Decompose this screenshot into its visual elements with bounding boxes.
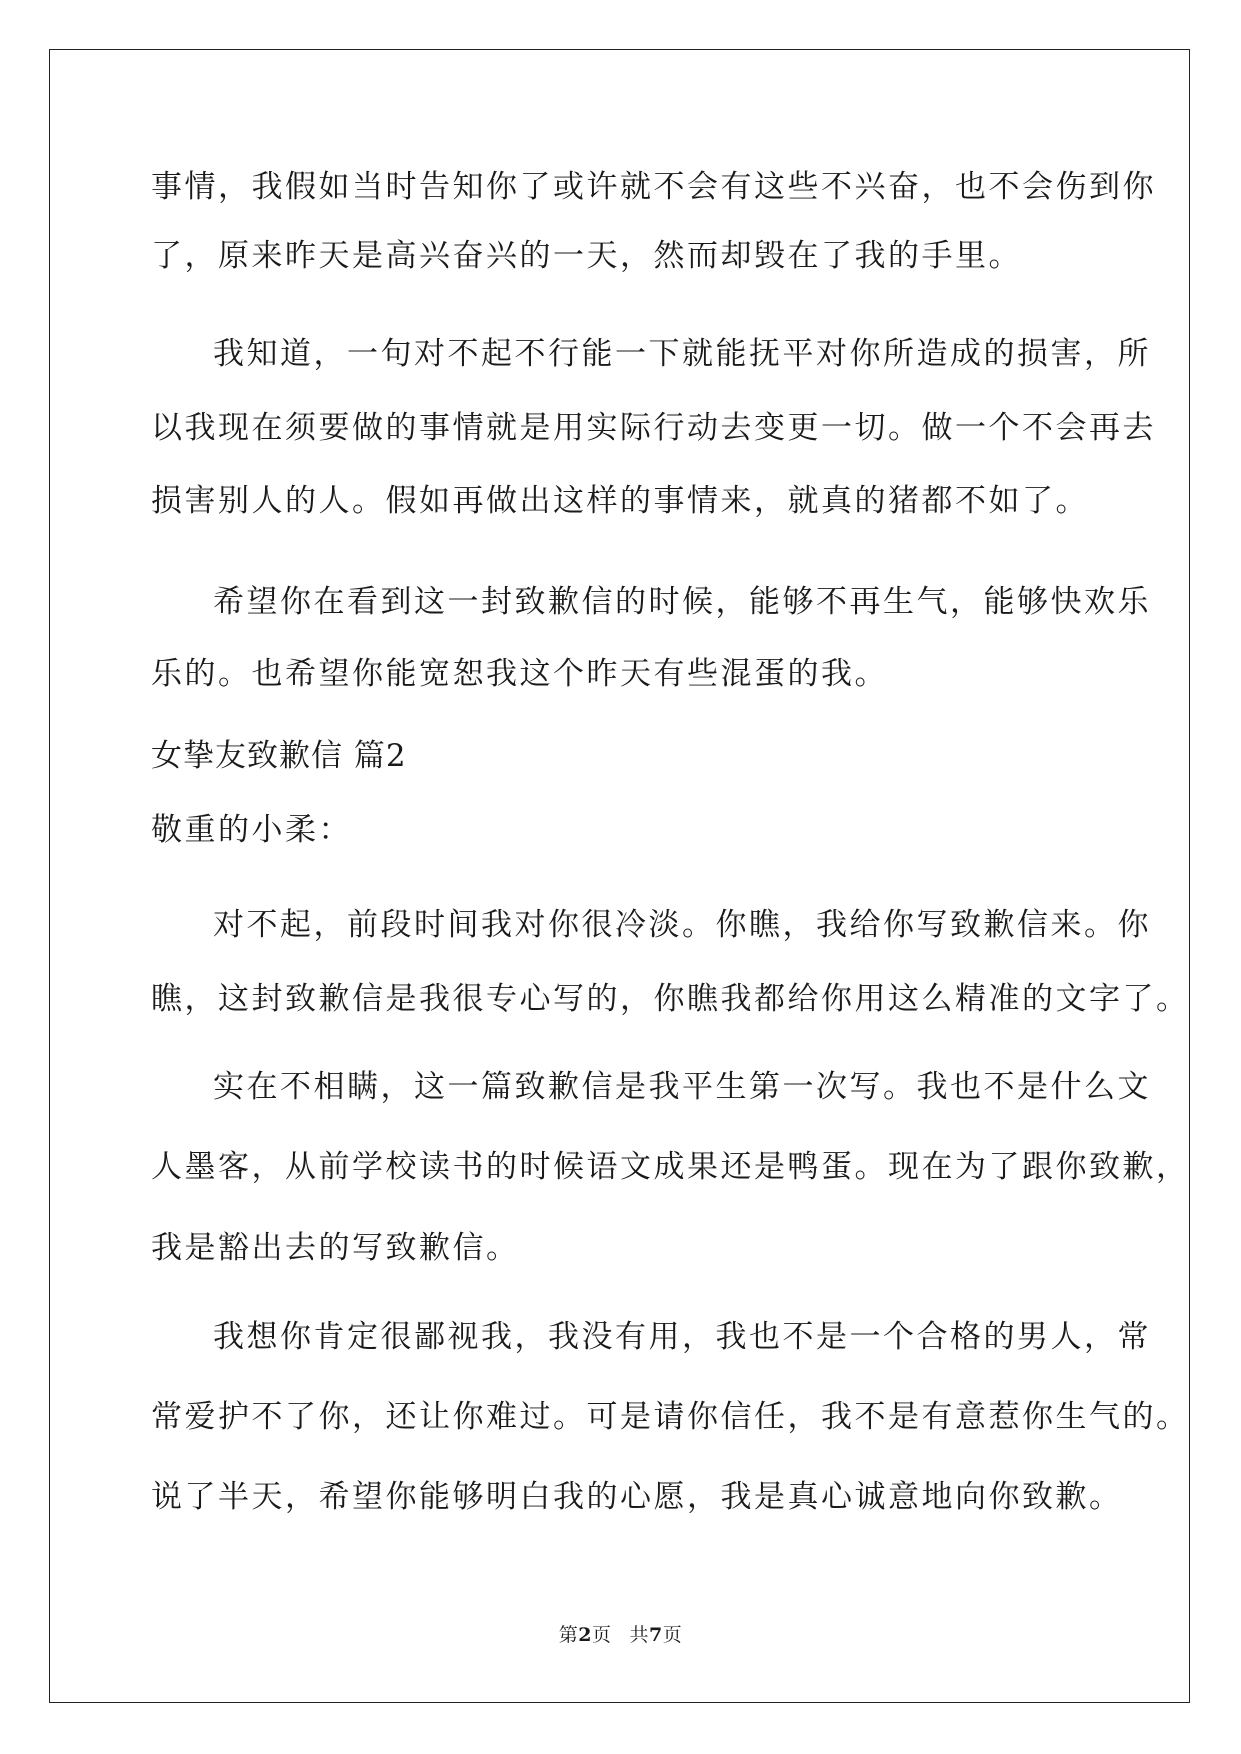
salutation: 敬重的小柔： [151,812,352,848]
total-suffix: 页 [662,1624,683,1646]
page-prefix: 第 [558,1624,579,1646]
paragraph-line: 了，原来昨天是高兴奋兴的一天，然而却毁在了我的手里。 [151,238,1022,274]
section-heading: 女挚友致歉信 篇2 [151,738,407,774]
paragraph-line: 我想你肯定很鄙视我，我没有用，我也不是一个合格的男人，常 [213,1319,1151,1355]
paragraph-line: 乐的。也希望你能宽恕我这个昨天有些混蛋的我。 [151,656,888,692]
paragraph-line: 我是豁出去的写致歉信。 [151,1230,520,1266]
page-suffix: 页 [591,1624,612,1646]
page-border [49,49,1190,1703]
total-prefix: 共 [629,1624,650,1646]
paragraph-line: 说了半天，希望你能够明白我的心愿，我是真心诚意地向你致歉。 [151,1479,1123,1515]
paragraph-line: 实在不相瞒，这一篇致歉信是我平生第一次写。我也不是什么文 [213,1069,1151,1105]
total-page-number: 7 [649,1624,663,1646]
paragraph-line: 常爱护不了你，还让你难过。可是请你信任，我不是有意惹你生气的。 [151,1399,1190,1435]
paragraph-line: 我知道，一句对不起不行能一下就能抚平对你所造成的损害，所 [213,336,1151,372]
paragraph-line: 对不起，前段时间我对你很冷淡。你瞧，我给你写致歉信来。你 [213,907,1151,943]
current-page-number: 2 [578,1624,592,1646]
paragraph-line: 人墨客，从前学校读书的时候语文成果还是鸭蛋。现在为了跟你致歉， [151,1149,1190,1185]
paragraph-line: 以我现在须要做的事情就是用实际行动去变更一切。做一个不会再去 [151,410,1156,446]
page-footer [0,1622,1241,1648]
paragraph-line: 损害别人的人。假如再做出这样的事情来，就真的猪都不如了。 [151,483,1089,519]
paragraph-line: 希望你在看到这一封致歉信的时候，能够不再生气，能够快欢乐 [213,584,1151,620]
paragraph-line: 瞧，这封致歉信是我很专心写的，你瞧我都给你用这么精准的文字了。 [151,981,1190,1017]
paragraph-line: 事情，我假如当时告知你了或许就不会有这些不兴奋，也不会伤到你 [151,169,1156,205]
